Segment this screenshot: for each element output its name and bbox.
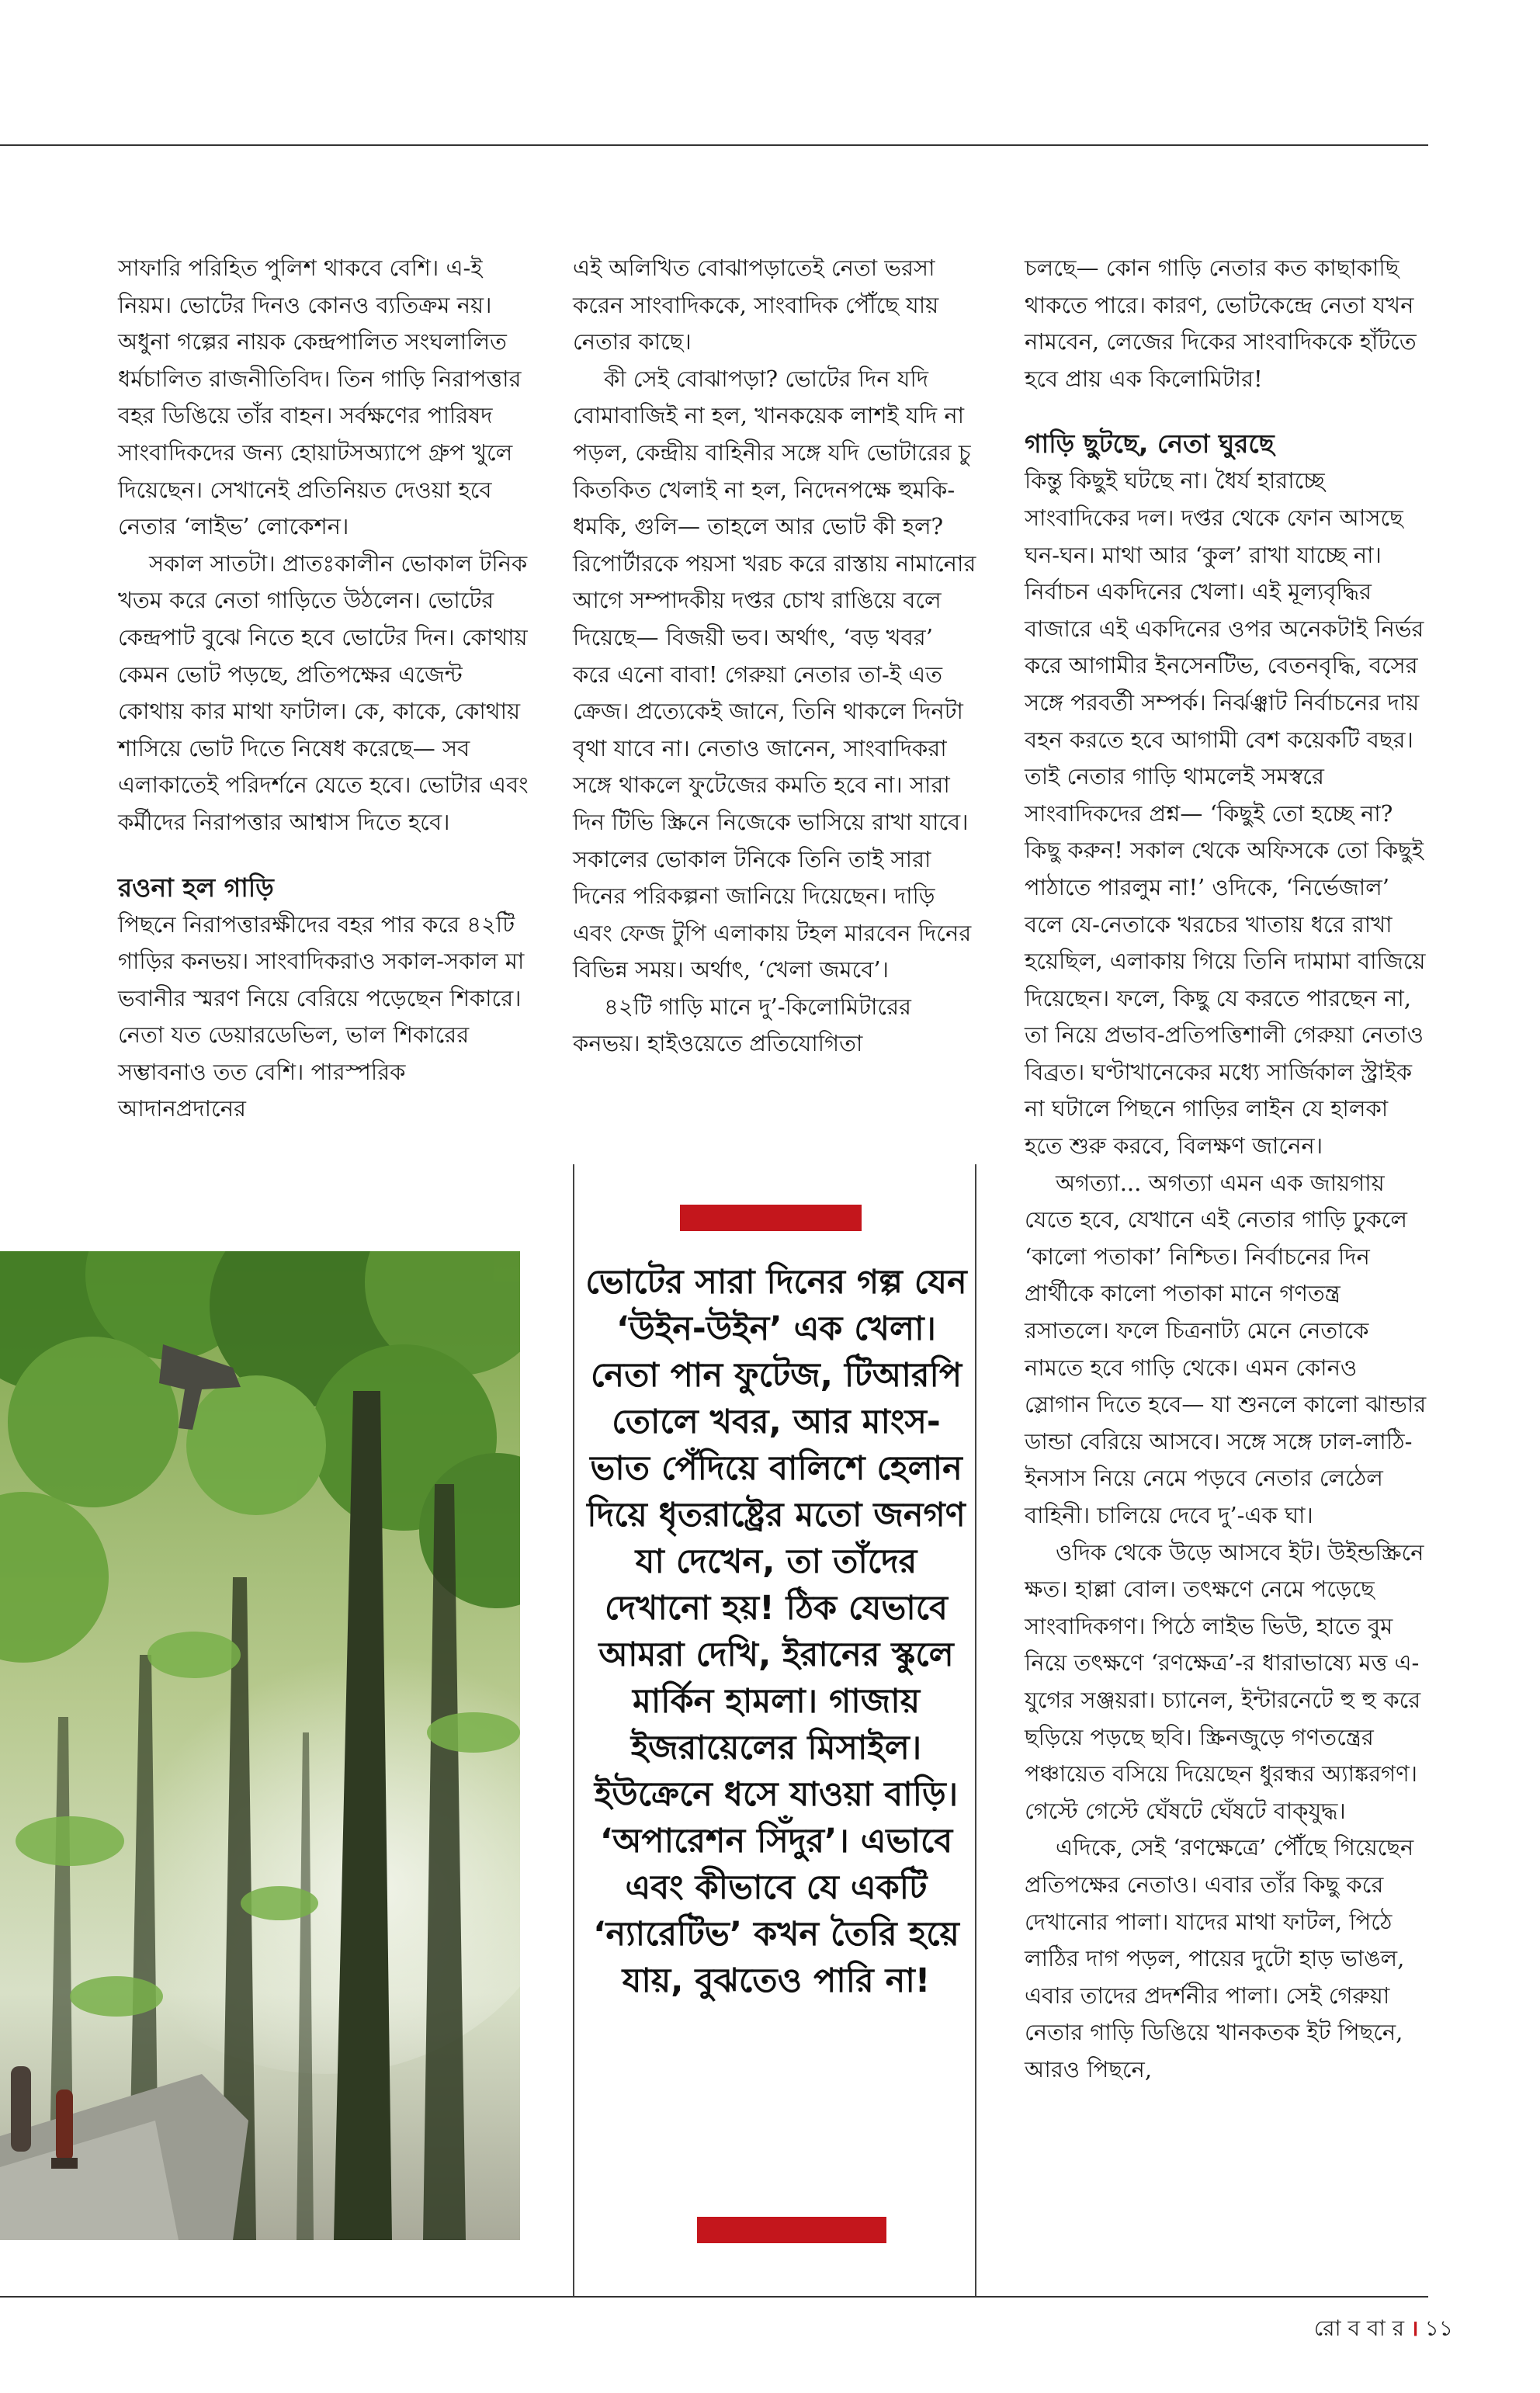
paragraph: ওদিক থেকে উড়ে আসবে ইট। উইন্ডস্ক্রিনে ক্ষত। হাল্লা বোল। তৎক্ষণে নেমে পড়েছে সাংবাদিকগণ। পিঠে লাইভ ভিউ, হাতে বুম নিয়ে তৎক্ষণে ‘রণক্ষেত্র’-র ধারাভাষ্যে মত্ত এ-যুগের সঞ্জয়রা। চ্যানেল, ইন্টারনেটে হু হু করে ছড়িয়ে পড়ছে ছবি। স্ক্রিনজুড়ে গণতন্ত্রের পঞ্চায়েত বসিয়ে দিয়েছেন ধুরন্ধর অ্যাঙ্করগণ। গেস্টে গেস্টে ঘেঁষটে ঘেঁষটে বাক্‌যুদ্ধ। — [1025, 1538, 1424, 1824]
bottom-rule — [0, 2296, 1428, 2298]
pull-quote: ভোটের সারা দিনের গল্প যেন ‘উইন-উইন’ এক খেলা। নেতা পান ফুটেজ, টিআরপি তোলে খবর, আর মাংস-ভাত পেঁদিয়ে বালিশে হেলান দিয়ে ধৃতরাষ্ট্রের মতো জনগণ যা দেখেন, তা তাঁদের দেখানো হয়! ঠিক যেভাবে আমরা দেখি, ইরানের স্কুলে মার্কিন হামলা। গাজায় ইজরায়েলের মিসাইল। ইউক্রেনে ধসে যাওয়া বাড়ি। ‘অপারেশন সিঁদুর’। এভাবে এবং কীভাবে যে একটি ‘ন্যারেটিভ’ কখন তৈরি হয়ে যায়, বুঝতেও পারি না! — [585, 1263, 967, 2000]
paragraph: এদিকে, সেই ‘রণক্ষেত্রে’ পৌঁছে গিয়েছেন প্রতিপক্ষের নেতাও। এবার তাঁর কিছু করে দেখানোর পালা। যাদের মাথা ফাটল, পিঠে লাঠির দাগ পড়ল, পায়ের দুটো হাড় ভাঙল, এবার তাদের প্রদর্শনীর পালা। সেই গেরুয়া নেতার গাড়ি ডিঙিয়ে খানকতক ইট পিছনে, আরও পিছনে, — [1025, 1834, 1414, 2083]
forest-photo — [0, 1251, 520, 2240]
footer-separator: । — [1410, 2315, 1419, 2341]
page-footer — [1314, 2311, 1453, 2348]
paragraph: পিছনে নিরাপত্তারক্ষীদের বহর পার করে ৪২টি গাড়ির কনভয়। সাংবাদিকরাও সকাল-সকাল মা ভবানীর স্মরণ নিয়ে বেরিয়ে পড়েছেন শিকারে। নেতা যত ডেয়ারডেভিল, ভাল শিকারের সম্ভাবনাও তত বেশি। পারস্পরিক আদানপ্রদানের — [118, 910, 525, 1122]
article-column-2 — [573, 250, 976, 1063]
quote-bar-bottom — [697, 2217, 886, 2243]
paragraph: কিন্তু কিছুই ঘটছে না। ধৈর্য হারাচ্ছে সাংবাদিকের দল। দপ্তর থেকে ফোন আসছে ঘন-ঘন। মাথা আর ‘কুল’ রাখা যাচ্ছে না। নির্বাচন একদিনের খেলা। এই মূল্যবৃদ্ধির বাজারে এই একদিনের ওপর অনেকটাই নির্ভর করে আগামীর ইনসেনটিভ, বেতনবৃদ্ধি, বসের সঙ্গে পরবর্তী সম্পর্ক। নির্ঝঞ্ঝাট নির্বাচনের দায় বহন করতে হবে আগামী বেশ কয়েকটি বছর। তাই নেতার গাড়ি থামলেই সমস্বরে সাংবাদিকদের প্রশ্ন— ‘কিছুই তো হচ্ছে না? কিছু করুন! সকাল থেকে অফিসকে তো কিছুই পাঠাতে পারলুম না!’ ওদিকে, ‘নির্ভেজাল’ বলে যে-নেতাকে খরচের খাতায় ধরে রাখা হয়েছিল, এলাকায় গিয়ে তিনি দামামা বাজিয়ে দিয়েছেন। ফলে, কিছু যে করতে পারছেন না, তা নিয়ে প্রভাব-প্রতিপত্তিশালী গেরুয়া নেতাও বিব্রত। ঘণ্টাখানেকের মধ্যে সার্জিকাল স্ট্রাইক না ঘটালে পিছনে গাড়ির লাইন যে হালকা হতে শুরু করবে, বিলক্ষণ জানেন। — [1025, 467, 1426, 1160]
paragraph: অগত্যা... অগত্যা এমন এক জায়গায় যেতে হবে, যেখানে এই নেতার গাড়ি ঢুকলে ‘কালো পতাকা’ নিশ্চিত। নির্বাচনের দিন প্রার্থীকে কালো পতাকা মানে গণতন্ত্র রসাতলে। ফলে চিত্রনাট্য মেনে নেতাকে নামতে হবে গাড়ি থেকে। এমন কোনও স্লোগান দিতে হবে— যা শুনলে কালো ঝান্ডার ডান্ডা বেরিয়ে আসবে। সঙ্গে সঙ্গে ঢাল-লাঠি-ইনসাস নিয়ে নেমে পড়বে নেতার লেঠেল বাহিনী। চালিয়ে দেবে দু’-এক ঘা। — [1025, 1169, 1427, 1528]
article-column-1 — [118, 250, 531, 1128]
column-divider — [573, 1164, 574, 2296]
paragraph: ৪২টি গাড়ি মানে দু’-কিলোমিটারের কনভয়। হাইওয়েতে প্রতিযোগিতা — [573, 993, 911, 1057]
column-divider — [975, 1164, 976, 2296]
paragraph: এই অলিখিত বোঝাপড়াতেই নেতা ভরসা করেন সাংবাদিককে, সাংবাদিক পৌঁছে যায় নেতার কাছে। — [573, 255, 939, 355]
article-column-3 — [1025, 250, 1428, 2089]
top-rule — [0, 144, 1428, 146]
section-heading: রওনা হল গাড়ি — [118, 872, 274, 903]
paragraph: চলছে— কোন গাড়ি নেতার কত কাছাকাছি থাকতে পারে। কারণ, ভোটকেন্দ্রে নেতা যখন নামবেন, লেজের দিকের সাংবাদিককে হাঁটতে হবে প্রায় এক কিলোমিটার! — [1025, 255, 1417, 392]
quote-bar-top — [680, 1205, 862, 1231]
paragraph: সকাল সাতটা। প্রাতঃকালীন ভোকাল টনিক খতম করে নেতা গাড়িতে উঠলেন। ভোটের কেন্দ্রপাট বুঝে নিতে হবে ভোটের দিন। কোথায় কেমন ভোট পড়ছে, প্রতিপক্ষের এজেন্ট কোথায় কার মাথা ফাটাল। কে, কাকে, কোথায় শাসিয়ে ভোট দিতে নিষেধ করেছে— সব এলাকাতেই পরিদর্শনে যেতে হবে। ভোটার এবং কর্মীদের নিরাপত্তার আশ্বাস দিতে হবে। — [118, 550, 529, 835]
page-number: ১১ — [1424, 2315, 1453, 2341]
magazine-name: রো ব বা র — [1313, 2315, 1405, 2341]
paragraph: সাফারি পরিহিত পুলিশ থাকবে বেশি। এ-ই নিয়ম। ভোটের দিনও কোনও ব্যতিক্রম নয়। অধুনা গল্পের নায়ক কেন্দ্রপালিত সংঘলালিত ধর্মচালিত রাজনীতিবিদ। তিন গাড়ি নিরাপত্তার বহর ডিঙিয়ে তাঁর বাহন। সর্বক্ষণের পারিষদ সাংবাদিকদের জন্য হোয়াটসঅ্যাপে গ্রুপ খুলে দিয়েছেন। সেখানেই প্রতিনিয়ত দেওয়া হবে নেতার ‘লাইভ’ লোকেশন। — [118, 255, 522, 540]
section-heading: গাড়ি ছুটছে, নেতা ঘুরছে — [1025, 428, 1275, 460]
paragraph: কী সেই বোঝাপড়া? ভোটের দিন যদি বোমাবাজিই না হল, খানকয়েক লাশই যদি না পড়ল, কেন্দ্রীয় বাহিনীর সঙ্গে যদি ভোটারের চু কিতকিত খেলাই না হল, নিদেনপক্ষে হুমকি-ধমকি, গুলি— তাহলে আর ভোট কী হল? রিপোর্টারকে পয়সা খরচ করে রাস্তায় নামানোর আগে সম্পাদকীয় দপ্তর চোখ রাঙিয়ে বলে দিয়েছে— বিজয়ী ভব। অর্থাৎ, ‘বড় খবর’ করে এনো বাবা! গেরুয়া নেতার তা-ই এত ক্রেজ। প্রত্যেকেই জানে, তিনি থাকলে দিনটা বৃথা যাবে না। নেতাও জানেন, সাংবাদিকরা সঙ্গে থাকলে ফুটেজের কমতি হবে না। সারা দিন টিভি স্ক্রিনে নিজেকে ভাসিয়ে রাখা যাবে। সকালের ভোকাল টনিকে তিনি তাই সারা দিনের পরিকল্পনা জানিয়ে দিয়েছেন। দাড়ি এবং ফেজ টুপি এলাকায় টহল মারবেন দিনের বিভিন্ন সময়। অর্থাৎ, ‘খেলা জমবে’। — [573, 365, 976, 983]
